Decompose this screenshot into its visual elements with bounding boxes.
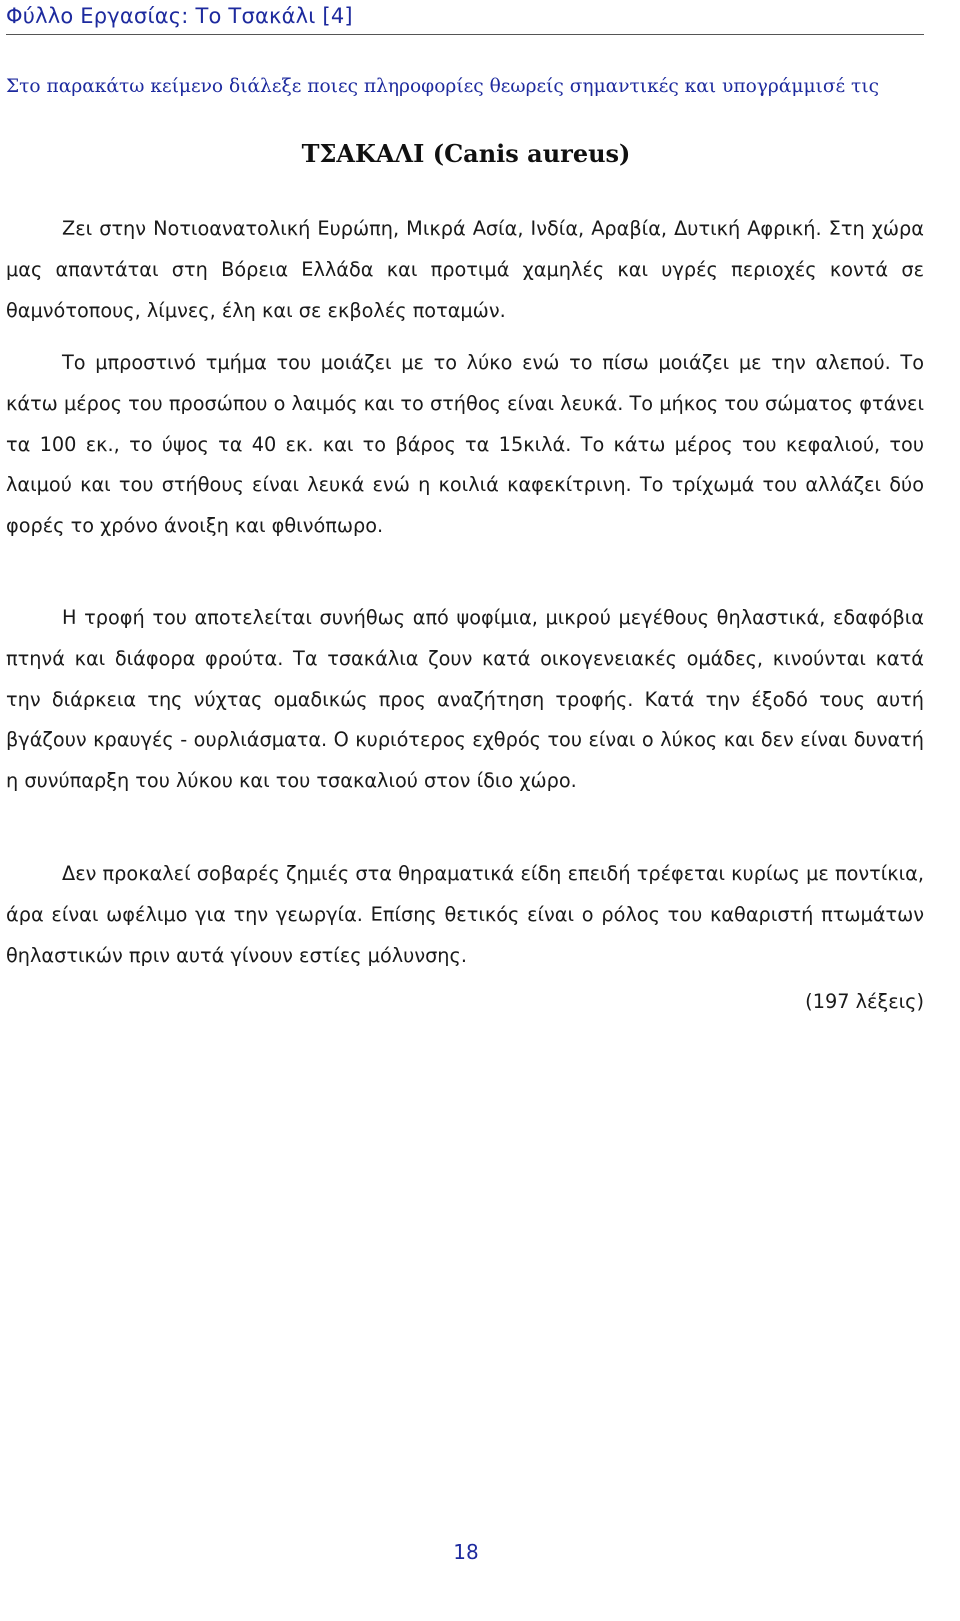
paragraph-diet-behavior: Η τροφή του αποτελείται συνήθως από ψοφίμια, μικρού μεγέθους θηλαστικά, εδαφόβια πτηνά και διάφορα φρούτα. Τα τσακάλια ζουν κατά οικογενειακές ομάδες, κινούνται κατά την διάρκεια της νύχτας ομαδικώς προς αναζήτηση τροφής. Κατά την έξοδό τους αυτή βγάζουν κραυγές - ουρλιάσματα. Ο κυριότερος εχθρός του είναι ο λύκος και δεν είναι δυνατή η συνύπαρξη του λύκου και του τσακαλιού στον ίδιο χώρο.	[6, 606, 924, 793]
instruction-text: Στο παρακάτω κείμενο διάλεξε ποιες πληροφορίες θεωρείς σημαντικές και υπογράμμισέ τις	[6, 76, 880, 97]
paragraph-appearance: Το μπροστινό τμήμα του μοιάζει με το λύκο ενώ το πίσω μοιάζει με την αλεπού. Το κάτω μέρος του προσώπου ο λαιμός και το στήθος είναι λευκά. Το μήκος του σώματος φτάνει τα 100 εκ., το ύψος τα 40 εκ. και το βάρος τα 15κιλά. Το κάτω μέρος του κεφαλιού, του λαιμού και του στήθους είναι λευκά ενώ η κοιλιά καφεκίτρινη. Το τρίχωμά του αλλάζει δύο φορές το χρόνο άνοιξη και φθινόπωρο.	[6, 351, 924, 538]
paragraph-habitat: Ζει στην Νοτιοανατολική Ευρώπη, Μικρά Ασία, Ινδία, Αραβία, Δυτική Αφρική. Στη χώρα μας απαντάται στη Βόρεια Ελλάδα και προτιμά χαμηλές και υγρές περιοχές κοντά σε θαμνότοπους, λίμνες, έλη και σε εκβολές ποταμών.	[6, 217, 924, 322]
word-count: (197 λέξεις)	[805, 990, 924, 1013]
worksheet-header-title: Φύλλο Εργασίας: Το Τσακάλι [4]	[6, 4, 353, 28]
paragraph-usefulness: Δεν προκαλεί σοβαρές ζημιές στα θηραματικά είδη επειδή τρέφεται κυρίως με ποντίκια, άρα είναι ωφέλιμο για την γεωργία. Επίσης θετικός είναι ο ρόλος του καθαριστή πτωμάτων θηλαστικών πριν αυτά γίνουν εστίες μόλυνσης.	[6, 862, 924, 967]
page-number: 18	[453, 1540, 479, 1564]
header-divider	[6, 34, 924, 35]
document-title: ΤΣΑΚΑΛΙ (Canis aureus)	[301, 139, 631, 168]
